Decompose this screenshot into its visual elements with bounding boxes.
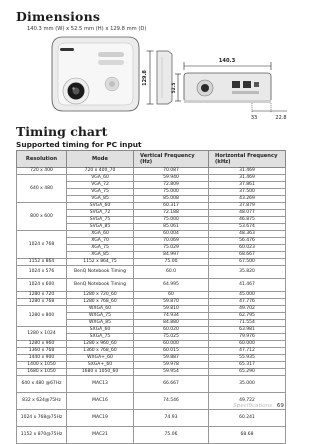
table-row [17,299,286,306]
mode-cell: VGA_75 [67,189,134,196]
header-mode: Mode [67,151,134,168]
page-footer [233,403,284,409]
resolution-cell: 1024 x 576 [17,266,67,279]
mode-cell: 1680 x 1050_60 [67,369,134,376]
resolution-cell: 1280 x 960 [17,341,67,348]
vfreq-cell: 75.025 [134,334,209,341]
table-row [17,410,286,427]
vfreq-cell: 59.978 [134,362,209,369]
dimensions-note: 140.3 mm (W) x 52.5 mm (H) x 129.8 mm (D) [27,26,147,32]
resolution-cell: 1024 x 600 [17,279,67,292]
timing-heading: Timing chart [16,124,108,139]
table-row [17,279,286,292]
vfreq-cell: 75.029 [134,245,209,252]
vfreq-cell: 75.000 [134,217,209,224]
resolution-cell: 1280 x 800 [17,306,67,327]
hfreq-cell: 35.820 [209,266,286,279]
vfreq-cell: 60.317 [134,203,209,210]
hfreq-cell: 79.976 [209,334,286,341]
resolution-cell: 640 x 480 @67Hz [17,376,67,393]
resolution-cell: 800 x 600 [17,203,67,231]
table-row [17,306,286,313]
resolution-cell: 1152 x 870@75Hz [17,427,67,444]
hfreq-cell: 47.776 [209,299,286,306]
vfreq-cell: 84.880 [134,320,209,327]
resolution-cell: 1024 x 768@75Hz [17,410,67,427]
vfreq-cell: 59.954 [134,369,209,376]
header-hfreq: Horizontal Frequency (kHz) [209,151,286,168]
projector-dimension-drawing [0,0,300,130]
table-row [17,292,286,299]
table-row [17,341,286,348]
table-row [17,259,286,266]
resolution-cell: 720 x 400 [17,168,67,175]
mode-cell: MAC21 [67,427,134,444]
table-row [17,168,286,175]
mode-cell: BenQ Notebook Timing [67,266,134,279]
projector-top-view [52,37,139,111]
hfreq-cell: 56.476 [209,238,286,245]
mode-cell: BenQ Notebook Timing [67,279,134,292]
hfreq-cell: 31.469 [209,168,286,175]
vfreq-cell: 60.000 [134,341,209,348]
vfreq-cell: 75.00 [134,259,209,266]
mode-cell: SVGA_72 [67,210,134,217]
height-label: 52.5 [172,82,177,94]
hfreq-cell: 46.875 [209,217,286,224]
hfreq-cell: 60.000 [209,341,286,348]
hfreq-cell: 35.000 [209,376,286,393]
hfreq-cell: 37.861 [209,182,286,189]
hfreq-cell: 71.554 [209,320,286,327]
table-row [17,203,286,210]
vfreq-cell: 72.188 [134,210,209,217]
vfreq-cell: 72.809 [134,182,209,189]
resolution-cell: 640 x 480 [17,175,67,203]
vfreq-cell: 60.004 [134,231,209,238]
vfreq-cell: 70.087 [134,168,209,175]
hfreq-cell: 45.000 [209,292,286,299]
table-row [17,427,286,444]
vfreq-cell: 60.020 [134,327,209,334]
hfreq-cell: 62.795 [209,313,286,320]
vfreq-cell: 60.015 [134,348,209,355]
table-row [17,376,286,393]
hfreq-cell: 68.667 [209,252,286,259]
mode-cell: WXGA+_60 [67,355,134,362]
vfreq-cell: 59.940 [134,175,209,182]
vfreq-cell: 75.06 [134,427,209,444]
table-row [17,369,286,376]
dimensions-heading: Dimensions [16,9,101,24]
mode-cell: MAC19 [67,410,134,427]
hfreq-cell: 48.363 [209,231,286,238]
width-label: 140.3 [218,58,236,64]
vfreq-cell: 59.870 [134,299,209,306]
mode-cell: MAC16 [67,393,134,410]
hfreq-cell: 65.317 [209,362,286,369]
mode-cell: 1152 x 864_75 [67,259,134,266]
hfreq-cell: 48.077 [209,210,286,217]
mode-cell: SXGA_60 [67,327,134,334]
resolution-cell: 1024 x 768 [17,231,67,259]
mode-cell: VGA_72 [67,182,134,189]
vfreq-cell: 75.000 [134,189,209,196]
hfreq-cell: 43.269 [209,196,286,203]
vfreq-cell: 60 [134,292,209,299]
hfreq-cell: 31.469 [209,175,286,182]
hfreq-cell: 67.500 [209,259,286,266]
hfreq-cell: 37.500 [209,189,286,196]
table-header-row [17,151,286,168]
hfreq-cell: 63.981 [209,327,286,334]
timing-subheading: Supported timing for PC input [16,140,142,149]
hfreq-cell: 37.879 [209,203,286,210]
hfreq-cell: 60.241 [209,410,286,427]
hfreq-cell: 60.023 [209,245,286,252]
vfreq-cell: 59.810 [134,306,209,313]
vfreq-cell: 74.93 [134,410,209,427]
mode-cell: 1280 x 768_60 [67,299,134,306]
timing-table [16,150,286,444]
mode-cell: 720 x 400_70 [67,168,134,175]
mode-cell: 1360 x 768_60 [67,348,134,355]
mode-cell: 1280 x 720_60 [67,292,134,299]
mode-cell: WXGA_85 [67,320,134,327]
table-row [17,348,286,355]
mode-cell: SVGA_75 [67,217,134,224]
mode-cell: WXGA_75 [67,313,134,320]
mode-cell: VGA_85 [67,196,134,203]
hfreq-cell: 55.935 [209,355,286,362]
table-row [17,266,286,279]
footer-section-label: Specifications [233,403,273,409]
hfreq-cell: 68.68 [209,427,286,444]
resolution-cell: 1440 x 900 [17,355,67,362]
vfreq-cell: 59.887 [134,355,209,362]
resolution-cell: 1360 x 768 [17,348,67,355]
mode-cell: XGA_70 [67,238,134,245]
depth-label: 129.8 [142,70,148,86]
vfreq-cell: 66.667 [134,376,209,393]
hfreq-cell: 49.722 [209,393,286,410]
foot-offset-label: 33 [250,115,258,121]
table-row [17,362,286,369]
resolution-cell: 1400 x 1050 [17,362,67,369]
resolution-cell: 1280 x 768 [17,299,67,306]
mode-cell: XGA_60 [67,231,134,238]
table-row [17,175,286,182]
mode-cell: SVGA_60 [67,203,134,210]
hfreq-cell: 53.674 [209,224,286,231]
projector-front-view [171,58,287,121]
mode-cell: VGA_60 [67,175,134,182]
resolution-cell: 832 x 624@75Hz [17,393,67,410]
table-row [17,231,286,238]
foot-width-label: 22.8 [275,115,287,121]
mode-cell: 1280 x 960_60 [67,341,134,348]
vfreq-cell: 85.008 [134,196,209,203]
hfreq-cell: 49.702 [209,306,286,313]
mode-cell: SXGA_75 [67,334,134,341]
mode-cell: XGA_85 [67,252,134,259]
resolution-cell: 1680 x 1050 [17,369,67,376]
resolution-cell: 1280 x 1024 [17,327,67,341]
mode-cell: WXGA_60 [67,306,134,313]
vfreq-cell: 70.069 [134,238,209,245]
hfreq-cell: 41.467 [209,279,286,292]
page-number: 69 [276,403,284,409]
mode-cell: SXGA+_60 [67,362,134,369]
projector-side-view [142,51,172,104]
vfreq-cell: 74.934 [134,313,209,320]
vfreq-cell: 85.061 [134,224,209,231]
resolution-cell: 1280 x 720 [17,292,67,299]
mode-cell: XGA_75 [67,245,134,252]
mode-cell: MAC13 [67,376,134,393]
hfreq-cell: 65.290 [209,369,286,376]
resolution-cell: 1152 x 864 [17,259,67,266]
header-vfreq: Vertical Frequency (Hz) [134,151,209,168]
table-row [17,355,286,362]
mode-cell: SVGA_85 [67,224,134,231]
header-resolution: Resolution [17,151,67,168]
vfreq-cell: 60.0 [134,266,209,279]
vfreq-cell: 64.995 [134,279,209,292]
hfreq-cell: 47.712 [209,348,286,355]
vfreq-cell: 84.997 [134,252,209,259]
table-row [17,327,286,334]
vfreq-cell: 74.546 [134,393,209,410]
